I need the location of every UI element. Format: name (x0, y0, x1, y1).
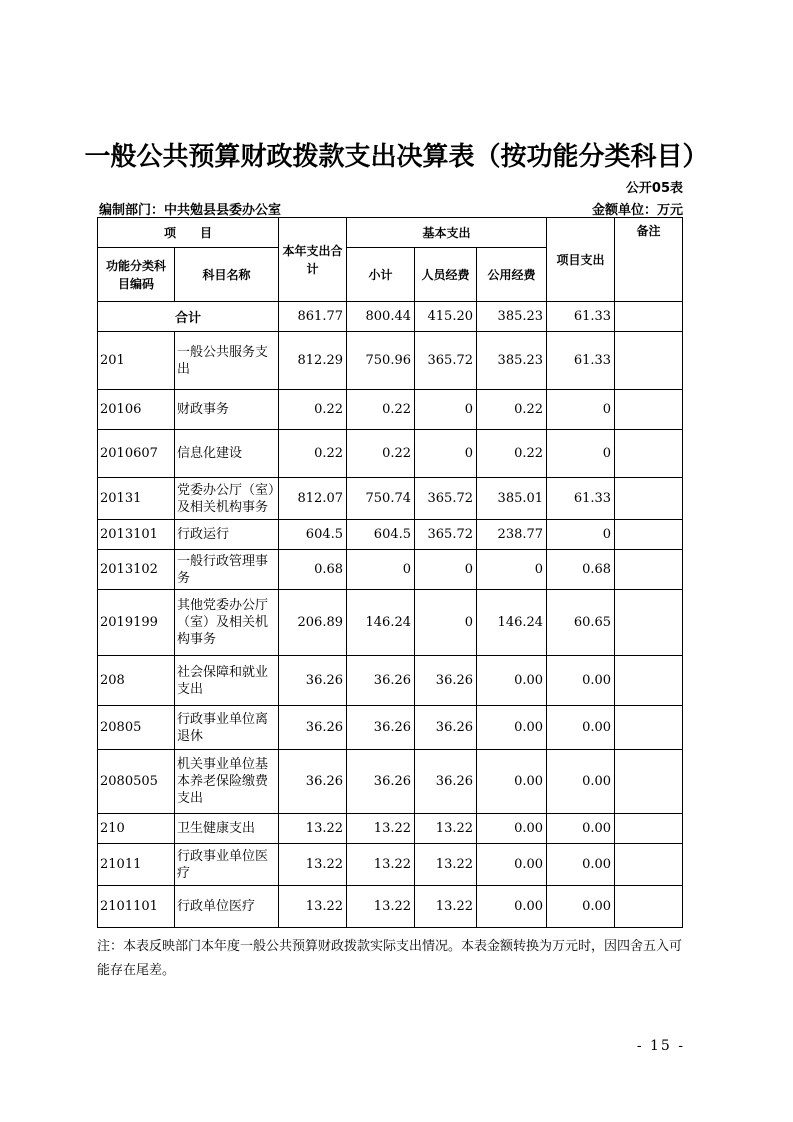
row-remarks (615, 590, 683, 656)
table-row (98, 886, 683, 928)
row-subject-name: 行政事业单位医疗 (175, 844, 279, 886)
row-project: 0 (547, 390, 615, 430)
row-subject-name: 行政事业单位离退休 (175, 706, 279, 750)
row-annual: 13.22 (279, 886, 347, 928)
row-code: 20805 (98, 706, 175, 750)
row-public: 146.24 (477, 590, 547, 656)
row-subject-name: 一般行政管理事务 (175, 550, 279, 590)
row-annual: 812.29 (279, 332, 347, 390)
row-annual: 13.22 (279, 814, 347, 844)
footnote: 注：本表反映部门本年度一般公共预算财政拨款实际支出情况。本表金额转换为万元时，因四舍五入可能存在尾差。 (97, 939, 683, 978)
table-row (98, 844, 683, 886)
row-code: 208 (98, 656, 175, 706)
table-row (98, 332, 683, 390)
row-subject-name: 其他党委办公厅（室）及相关机构事务 (175, 590, 279, 656)
row-personnel: 13.22 (415, 814, 477, 844)
total-row (98, 302, 683, 332)
row-subtotal: 750.74 (347, 478, 415, 520)
row-project: 0 (547, 520, 615, 550)
total-annual: 861.77 (279, 302, 347, 332)
row-subject-name: 行政运行 (175, 520, 279, 550)
table-row (98, 656, 683, 706)
header-annual-total: 本年支出合计 (279, 218, 347, 302)
row-project: 0.00 (547, 750, 615, 814)
row-remarks (615, 886, 683, 928)
row-personnel: 13.22 (415, 844, 477, 886)
row-public: 0.00 (477, 750, 547, 814)
row-annual: 36.26 (279, 656, 347, 706)
row-public: 0.00 (477, 706, 547, 750)
row-personnel: 0 (415, 550, 477, 590)
row-code: 20131 (98, 478, 175, 520)
row-project: 0.00 (547, 886, 615, 928)
row-remarks (615, 814, 683, 844)
header-public: 公用经费 (477, 248, 547, 302)
row-subtotal: 13.22 (347, 886, 415, 928)
header-item: 项 目 (98, 218, 279, 248)
row-code: 20106 (98, 390, 175, 430)
row-subject-name: 社会保障和就业支出 (175, 656, 279, 706)
row-subtotal: 13.22 (347, 814, 415, 844)
table-row (98, 550, 683, 590)
total-project: 61.33 (547, 302, 615, 332)
header-basic: 基本支出 (347, 218, 547, 248)
row-remarks (615, 750, 683, 814)
row-code: 2013101 (98, 520, 175, 550)
row-public: 238.77 (477, 520, 547, 550)
row-public: 0.00 (477, 656, 547, 706)
row-public: 385.23 (477, 332, 547, 390)
row-subject-name: 行政单位医疗 (175, 886, 279, 928)
row-personnel: 0 (415, 390, 477, 430)
table-row (98, 814, 683, 844)
row-remarks (615, 390, 683, 430)
row-subject-name: 机关事业单位基本养老保险缴费支出 (175, 750, 279, 814)
table-row (98, 478, 683, 520)
row-public: 0 (477, 550, 547, 590)
row-subtotal: 36.26 (347, 706, 415, 750)
row-annual: 36.26 (279, 706, 347, 750)
row-project: 61.33 (547, 478, 615, 520)
row-project: 0.00 (547, 656, 615, 706)
row-subtotal: 0.22 (347, 390, 415, 430)
row-public: 0.22 (477, 430, 547, 478)
row-subject-name: 信息化建设 (175, 430, 279, 478)
total-label: 合计 (98, 302, 279, 332)
row-subtotal: 36.26 (347, 656, 415, 706)
row-personnel: 365.72 (415, 332, 477, 390)
row-personnel: 365.72 (415, 520, 477, 550)
total-public: 385.23 (477, 302, 547, 332)
expenditure-table (97, 217, 683, 928)
total-subtotal: 800.44 (347, 302, 415, 332)
row-annual: 604.5 (279, 520, 347, 550)
row-code: 2019199 (98, 590, 175, 656)
row-remarks (615, 520, 683, 550)
header-subtotal: 小计 (347, 248, 415, 302)
row-personnel: 36.26 (415, 750, 477, 814)
row-annual: 812.07 (279, 478, 347, 520)
table-row (98, 520, 683, 550)
row-annual: 206.89 (279, 590, 347, 656)
row-subtotal: 0.22 (347, 430, 415, 478)
row-personnel: 365.72 (415, 478, 477, 520)
header-subject-name: 科目名称 (175, 248, 279, 302)
row-public: 0.22 (477, 390, 547, 430)
table-row (98, 590, 683, 656)
row-public: 385.01 (477, 478, 547, 520)
header-func-code: 功能分类科目编码 (98, 248, 175, 302)
row-remarks (615, 706, 683, 750)
row-subtotal: 750.96 (347, 332, 415, 390)
page-title: 一般公共预算财政拨款支出决算表（按功能分类科目） (84, 142, 709, 172)
total-remarks (615, 302, 683, 332)
row-code: 2101101 (98, 886, 175, 928)
row-project: 61.33 (547, 332, 615, 390)
row-subtotal: 146.24 (347, 590, 415, 656)
header-personnel: 人员经费 (415, 248, 477, 302)
header-project: 项目支出 (547, 218, 615, 302)
row-code: 21011 (98, 844, 175, 886)
row-annual: 13.22 (279, 844, 347, 886)
row-remarks (615, 332, 683, 390)
row-subtotal: 36.26 (347, 750, 415, 814)
unit-label: 金额单位：万元 (591, 203, 683, 218)
table-row (98, 750, 683, 814)
row-remarks (615, 550, 683, 590)
row-project: 60.65 (547, 590, 615, 656)
row-remarks (615, 844, 683, 886)
form-code: 公开05表 (625, 181, 683, 196)
row-subject-name: 财政事务 (175, 390, 279, 430)
header-remarks: 备注 (615, 218, 683, 302)
row-project: 0.00 (547, 814, 615, 844)
row-public: 0.00 (477, 844, 547, 886)
row-subject-name: 党委办公厅（室）及相关机构事务 (175, 478, 279, 520)
row-remarks (615, 478, 683, 520)
row-code: 2013102 (98, 550, 175, 590)
table-row (98, 706, 683, 750)
page-number: - 15 - (636, 1038, 685, 1054)
row-subtotal: 13.22 (347, 844, 415, 886)
row-personnel: 36.26 (415, 706, 477, 750)
table-row (98, 390, 683, 430)
row-remarks (615, 430, 683, 478)
row-subtotal: 604.5 (347, 520, 415, 550)
row-code: 210 (98, 814, 175, 844)
row-subject-name: 卫生健康支出 (175, 814, 279, 844)
row-personnel: 13.22 (415, 886, 477, 928)
row-public: 0.00 (477, 886, 547, 928)
department-label: 编制部门：中共勉县县委办公室 (99, 203, 282, 218)
total-personnel: 415.20 (415, 302, 477, 332)
row-project: 0.00 (547, 844, 615, 886)
row-subtotal: 0 (347, 550, 415, 590)
row-annual: 0.68 (279, 550, 347, 590)
row-project: 0.68 (547, 550, 615, 590)
row-remarks (615, 656, 683, 706)
row-personnel: 0 (415, 430, 477, 478)
row-annual: 36.26 (279, 750, 347, 814)
row-annual: 0.22 (279, 390, 347, 430)
row-public: 0.00 (477, 814, 547, 844)
row-annual: 0.22 (279, 430, 347, 478)
row-personnel: 0 (415, 590, 477, 656)
row-project: 0.00 (547, 706, 615, 750)
table-row (98, 430, 683, 478)
row-code: 2080505 (98, 750, 175, 814)
row-code: 201 (98, 332, 175, 390)
row-project: 0 (547, 430, 615, 478)
row-subject-name: 一般公共服务支出 (175, 332, 279, 390)
row-code: 2010607 (98, 430, 175, 478)
row-personnel: 36.26 (415, 656, 477, 706)
